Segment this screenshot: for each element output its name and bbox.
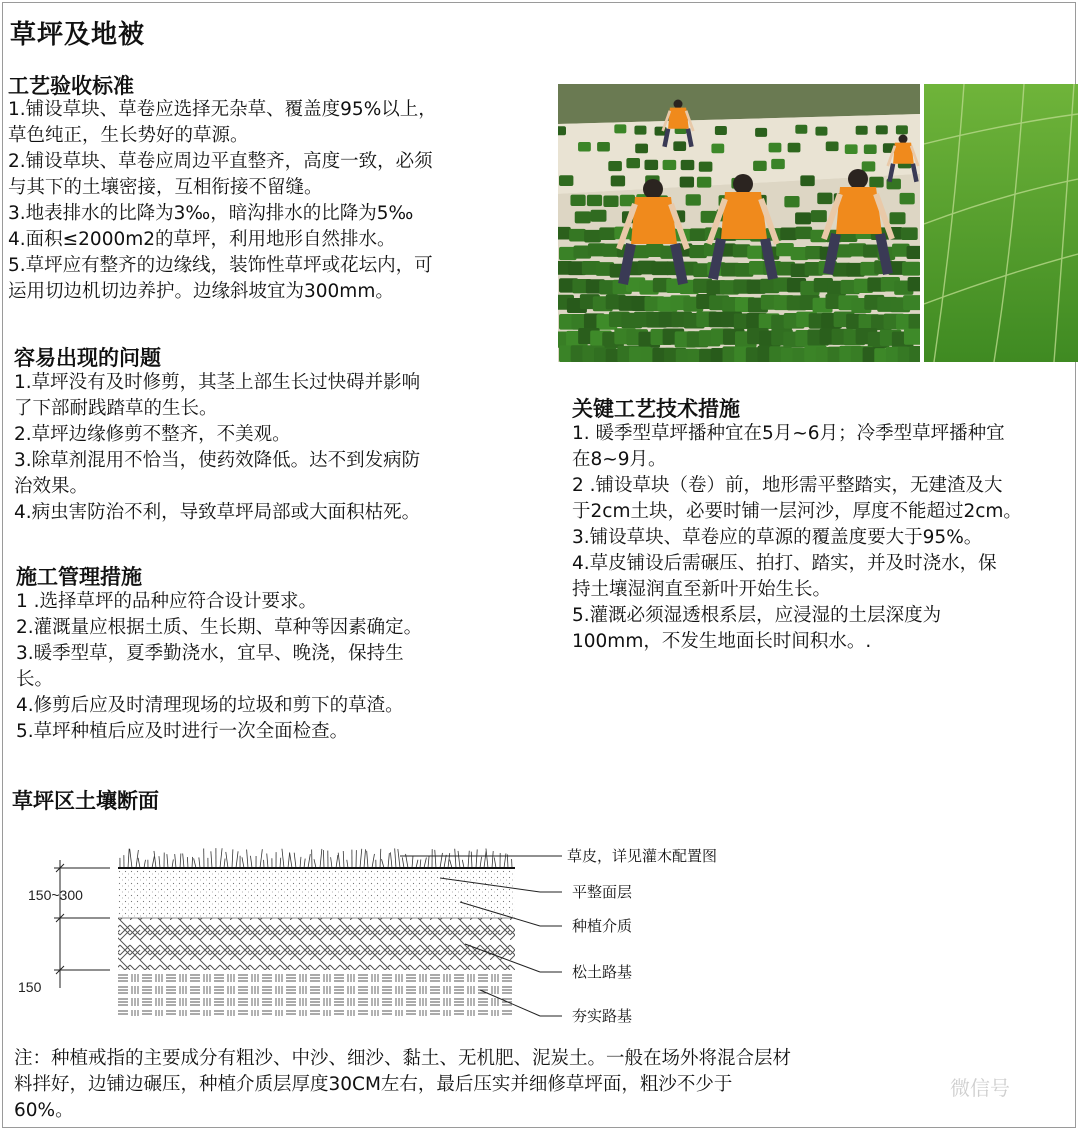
note-line: 注：种植戒指的主要成分有粗沙、中沙、细沙、黏土、无机肥、泥炭土。一般在场外将混合层材 bbox=[14, 1048, 792, 1069]
management-line: 3.暖季型草，夏季勤浇水，宜早、晚浇，保持生 bbox=[16, 643, 404, 664]
problem-line: 治效果。 bbox=[14, 476, 89, 497]
key-measure-line: 5.灌溉必须湿透根系层，应浸湿的土层深度为 bbox=[572, 605, 942, 626]
dim-label-top: 150~300 bbox=[28, 887, 83, 903]
dim-label-bottom: 150 bbox=[18, 979, 42, 995]
problem-line: 1.草坪没有及时修剪，其茎上部生长过快碍并影响 bbox=[14, 372, 421, 393]
acceptance-line: 4.面积≤2000m2的草坪，利用地形自然排水。 bbox=[8, 229, 396, 250]
acceptance-heading: 工艺验收标准 bbox=[8, 74, 134, 98]
soil-section-diagram bbox=[10, 840, 770, 1040]
management-line: 长。 bbox=[16, 669, 54, 690]
key-measure-line: 2 .铺设草块（卷）前，地形需平整踏实，无建渣及大 bbox=[572, 475, 1003, 496]
key-measure-line: 1. 暖季型草坪播种宜在5月~6月；冷季型草坪播种宜 bbox=[572, 423, 1005, 444]
management-line: 5.草坪种植后应及时进行一次全面检查。 bbox=[16, 721, 349, 742]
acceptance-line: 草色纯正，生长势好的草源。 bbox=[8, 125, 249, 146]
acceptance-line: 5.草坪应有整齐的边缘线，装饰性草坪或花坛内，可 bbox=[8, 255, 433, 276]
management-heading: 施工管理措施 bbox=[16, 565, 142, 589]
acceptance-line: 2.铺设草块、草卷应周边平直整齐，高度一致，必须 bbox=[8, 151, 433, 172]
management-line: 4.修剪后应及时清理现场的垃圾和剪下的草渣。 bbox=[16, 695, 404, 716]
wechat-watermark: 微信号 bbox=[950, 1076, 1010, 1100]
acceptance-list bbox=[8, 97, 548, 305]
key-measure-line: 持土壤湿润直至新叶开始生长。 bbox=[572, 579, 832, 600]
key-measure-line: 在8~9月。 bbox=[572, 449, 667, 470]
problems-list bbox=[14, 370, 544, 526]
soil-section-heading: 草坪区土壤断面 bbox=[12, 789, 159, 813]
key-measures-list bbox=[572, 421, 1080, 655]
key-measure-line: 于2cm土块，必要时铺一层河沙，厚度不能超过2cm。 bbox=[572, 501, 1022, 522]
acceptance-line: 与其下的土壤密接，互相衔接不留缝。 bbox=[8, 177, 323, 198]
key-measure-line: 4.草皮铺设后需碾压、拍打、踏实，并及时浇水，保 bbox=[572, 553, 997, 574]
management-line: 1 .选择草坪的品种应符合设计要求。 bbox=[16, 591, 318, 612]
management-list bbox=[16, 589, 546, 745]
problems-heading: 容易出现的问题 bbox=[14, 346, 161, 370]
key-measure-line: 3.铺设草块、草卷应的草源的覆盖度要大于95%。 bbox=[572, 527, 983, 548]
acceptance-line: 3.地表排水的比降为3‰，暗沟排水的比降为5‰ bbox=[8, 203, 414, 224]
acceptance-line: 1.铺设草块、草卷应选择无杂草、覆盖度95%以上， bbox=[8, 99, 437, 120]
note-line: 料拌好，边铺边碾压，种植介质层厚度30CM左右，最后压实并细修草坪面，粗沙不少于 bbox=[14, 1074, 733, 1095]
note-paragraph bbox=[14, 1046, 944, 1124]
finished-lawn-photo bbox=[924, 84, 1078, 362]
acceptance-line: 运用切边机切边养护。边缘斜坡宜为300mm。 bbox=[8, 281, 394, 302]
key-measure-line: 100mm，不发生地面长时间积水。. bbox=[572, 631, 872, 652]
layer-label-loose-subgrade: 松土路基 bbox=[572, 963, 633, 981]
problem-line: 2.草坪边缘修剪不整齐，不美观。 bbox=[14, 424, 291, 445]
problem-line: 3.除草剂混用不恰当，使药效降低。达不到发病防 bbox=[14, 450, 421, 471]
management-line: 2.灌溉量应根据土质、生长期、草种等因素确定。 bbox=[16, 617, 423, 638]
layer-label-medium: 种植介质 bbox=[572, 917, 633, 935]
key-measures-heading: 关键工艺技术措施 bbox=[572, 397, 740, 421]
layer-label-compacted-subgrade: 夯实路基 bbox=[572, 1007, 633, 1025]
layer-label-surface: 平整面层 bbox=[572, 883, 633, 901]
layer-label-turf: 草皮，详见灌木配置图 bbox=[567, 847, 718, 865]
problem-line: 4.病虫害防治不利，导致草坪局部或大面积枯死。 bbox=[14, 502, 421, 523]
note-line: 60%。 bbox=[14, 1100, 74, 1121]
page-title: 草坪及地被 bbox=[10, 20, 146, 50]
workers-laying-turf-photo bbox=[558, 84, 920, 362]
problem-line: 了下部耐践踏草的生长。 bbox=[14, 398, 218, 419]
